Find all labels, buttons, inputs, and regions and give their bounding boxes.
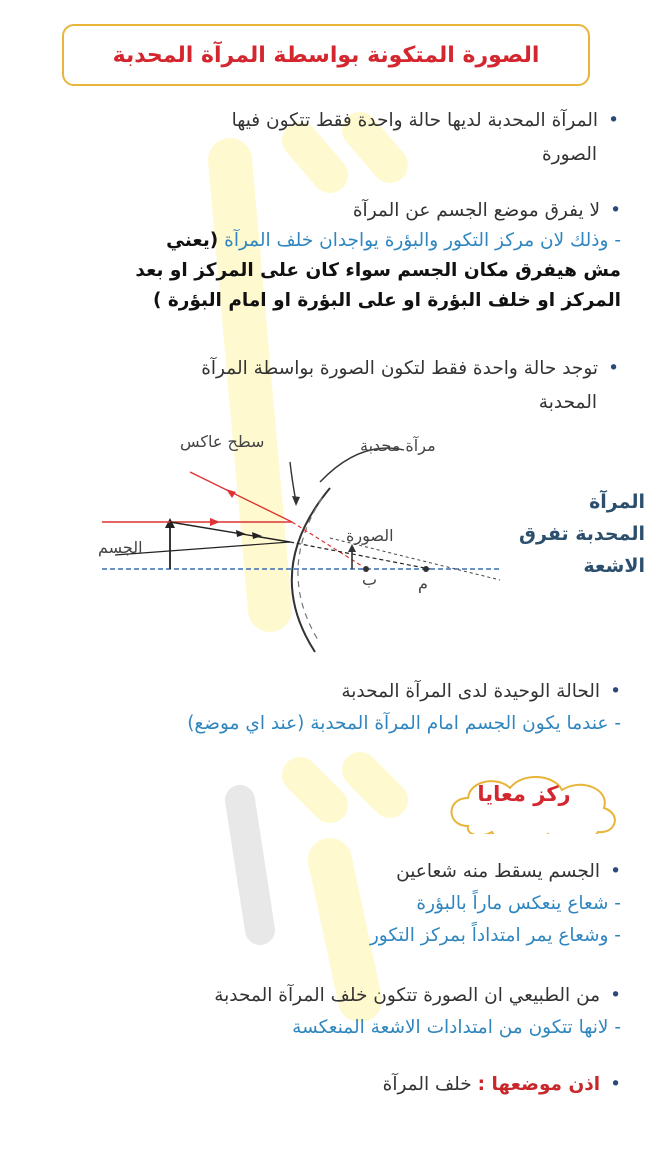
list-item: •من الطبيعي ان الصورة تتكون خلف المرآة المحدبة <box>214 985 621 1006</box>
bullet-dot: • <box>608 358 619 379</box>
section-1 <box>39 104 619 172</box>
note-line: مش هيفرق مكان الجسم سواء كان على المركز او بعد <box>135 260 621 281</box>
bullet-dot: • <box>610 861 621 882</box>
list-item: •الحالة الوحيدة لدى المرآة المحدبة <box>341 681 621 702</box>
section-6 <box>11 980 621 1044</box>
section-4 <box>11 676 621 740</box>
list-item: •لا يفرق موضع الجسم عن المرآة <box>352 200 621 221</box>
incident-ray-center <box>170 522 290 542</box>
note-line: - لانها تتكون من امتدادات الاشعة المنعكسة <box>292 1017 621 1038</box>
list-item-continued: الصورة <box>541 144 597 165</box>
bullet-dot: • <box>610 200 621 221</box>
bullet-dot: • <box>608 110 619 131</box>
title-box <box>62 24 590 86</box>
section-5 <box>21 856 621 952</box>
focus-cloud-text: ركز معايا <box>477 782 571 806</box>
section-3 <box>19 352 619 420</box>
note-line: المركز او خلف البؤرة او على البؤرة او امام البؤرة ) <box>152 290 621 311</box>
list-item-continued: المحدبة <box>538 392 597 413</box>
list-item: •اذن موضعها : خلف المرآة <box>382 1074 621 1095</box>
note-line: - وذلك لان مركز التكور والبؤرة يواجدان خلف المرآة (يعني <box>166 230 621 251</box>
label-focus: ب <box>362 570 378 589</box>
label-convex-mirror: مرآة محدبة <box>360 436 436 455</box>
label-reflecting-surface: سطح عاكس <box>180 432 265 451</box>
note-line: - عندما يكون الجسم امام المرآة المحدبة (عند اي موضع) <box>187 713 621 734</box>
note-line: - وشعاع يمر امتداداً بمركز التكور <box>369 925 621 946</box>
bullet-dot: • <box>610 681 621 702</box>
bullet-dot: • <box>610 1074 621 1095</box>
label-center: م <box>418 574 428 593</box>
section-2 <box>11 196 621 316</box>
bullet-dot: • <box>610 985 621 1006</box>
list-item: •المرآة المحدبة لديها حالة واحدة فقط تتكون فيها <box>231 110 619 131</box>
reflected-ray <box>190 472 292 522</box>
center-point <box>423 566 429 572</box>
note-line: - شعاع ينعكس ماراً بالبؤرة <box>416 893 621 914</box>
page-title: الصورة المتكونة بواسطة المرآة المحدبة <box>112 42 540 68</box>
list-item: •الجسم يسقط منه شعاعين <box>396 861 621 882</box>
label-object: الجسم <box>98 538 143 557</box>
label-image: الصورة <box>346 526 394 545</box>
section-7 <box>21 1068 621 1102</box>
diagram-side-note: المرآة المحدبة تفرق الاشعة <box>519 491 645 577</box>
list-item: •توجد حالة واحدة فقط لتكون الصورة بواسطة المرآة <box>201 358 619 379</box>
